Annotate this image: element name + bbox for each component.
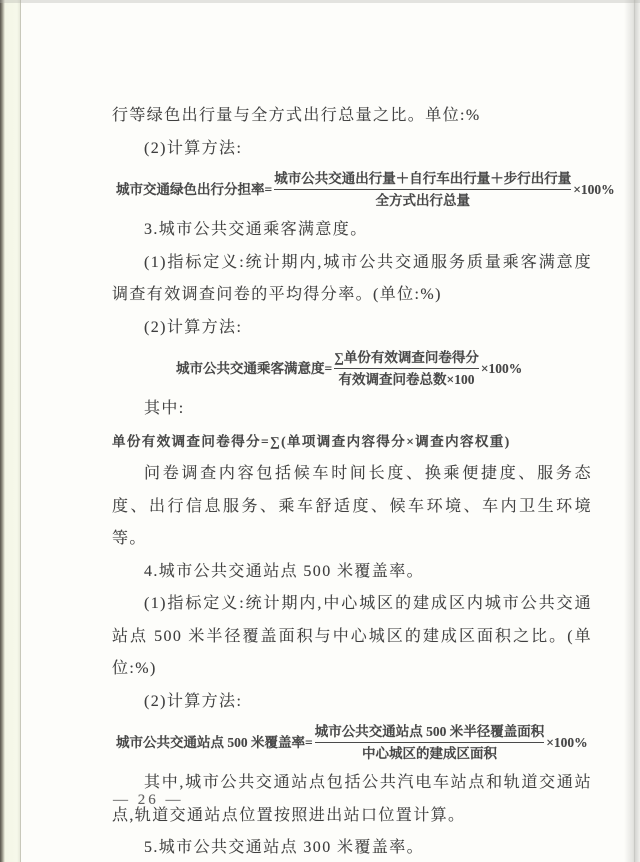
fraction-denominator: 中心城区的建成区面积: [315, 742, 545, 764]
formula-fraction: [315, 721, 545, 764]
formula-green-travel-share: [116, 168, 615, 211]
fraction-denominator: 有效调查问卷总数×100: [334, 368, 479, 390]
page-number: — 26 —: [113, 792, 184, 808]
formula-multiplier: ×100%: [546, 735, 588, 750]
formula-passenger-satisfaction: [176, 347, 592, 390]
scan-right-edge-shadow: [624, 0, 640, 862]
calc-method-label-3: (2)计算方法:: [144, 692, 243, 710]
fraction-numerator: ∑单份有效调查问卷得分: [334, 350, 479, 365]
fraction-denominator: 全方式出行总量: [274, 189, 571, 211]
formula-multiplier: ×100%: [573, 182, 615, 197]
scan-right-edge-line: [634, 0, 635, 862]
item-5-heading: 5.城市公共交通站点 300 米覆盖率。: [144, 839, 425, 856]
scan-left-edge-line: [20, 0, 21, 862]
formula-multiplier: ×100%: [480, 361, 523, 376]
item-4-definition: (1)指标定义:统计期内,中心城区的建成区内城市公共交通站点 500 米半径覆盖面积与中心城区的建成区面积之比。(单位:%): [112, 595, 592, 677]
item-3-heading: 3.城市公共交通乘客满意度。: [144, 221, 368, 238]
fraction-numerator: 城市公共交通出行量＋自行车出行量＋步行出行量: [274, 171, 572, 186]
scan-left-edge-strip: [0, 0, 20, 862]
formula-fraction: [334, 347, 479, 390]
formula-single-questionnaire-score: 单份有效调查问卷得分=∑(单项调查内容得分×调查内容权重): [112, 433, 511, 449]
document-body: [112, 100, 615, 862]
calc-method-label-1: (2)计算方法:: [144, 139, 243, 157]
calc-method-label-2: (2)计算方法:: [144, 318, 243, 336]
scan-top-edge-shadow: [0, 0, 640, 3]
item-4-heading: 4.城市公共交通站点 500 米覆盖率。: [144, 562, 425, 580]
formula-fraction: [274, 168, 571, 211]
survey-content-note: 问卷调查内容包括候车时间长度、换乘便捷度、服务态度、出行信息服务、乘车舒适度、候车环境、车内卫生环境等。: [112, 465, 592, 547]
formula-lhs: 城市交通绿色出行分担率=: [116, 182, 273, 197]
paragraph-green-travel-continuation: 行等绿色出行量与全方式出行总量之比。单位:%: [112, 107, 481, 124]
fraction-numerator: 城市公共交通站点 500 米半径覆盖面积: [314, 724, 545, 739]
formula-lhs: 城市公共交通站点 500 米覆盖率=: [116, 735, 313, 750]
coverage-note: 其中,城市公共交通站点包括公共汽电车站点和轨道交通站点,轨道交通站点位置按照进出站口位置计算。: [112, 774, 592, 824]
item-3-definition: (1)指标定义:统计期内,城市公共交通服务质量乘客满意度调查有效调查问卷的平均得分率。(单位:%): [112, 253, 592, 303]
formula-lhs: 城市公共交通乘客满意度=: [176, 361, 333, 376]
among-which-label: 其中:: [144, 400, 185, 417]
formula-stop-coverage-500m: [116, 721, 592, 764]
